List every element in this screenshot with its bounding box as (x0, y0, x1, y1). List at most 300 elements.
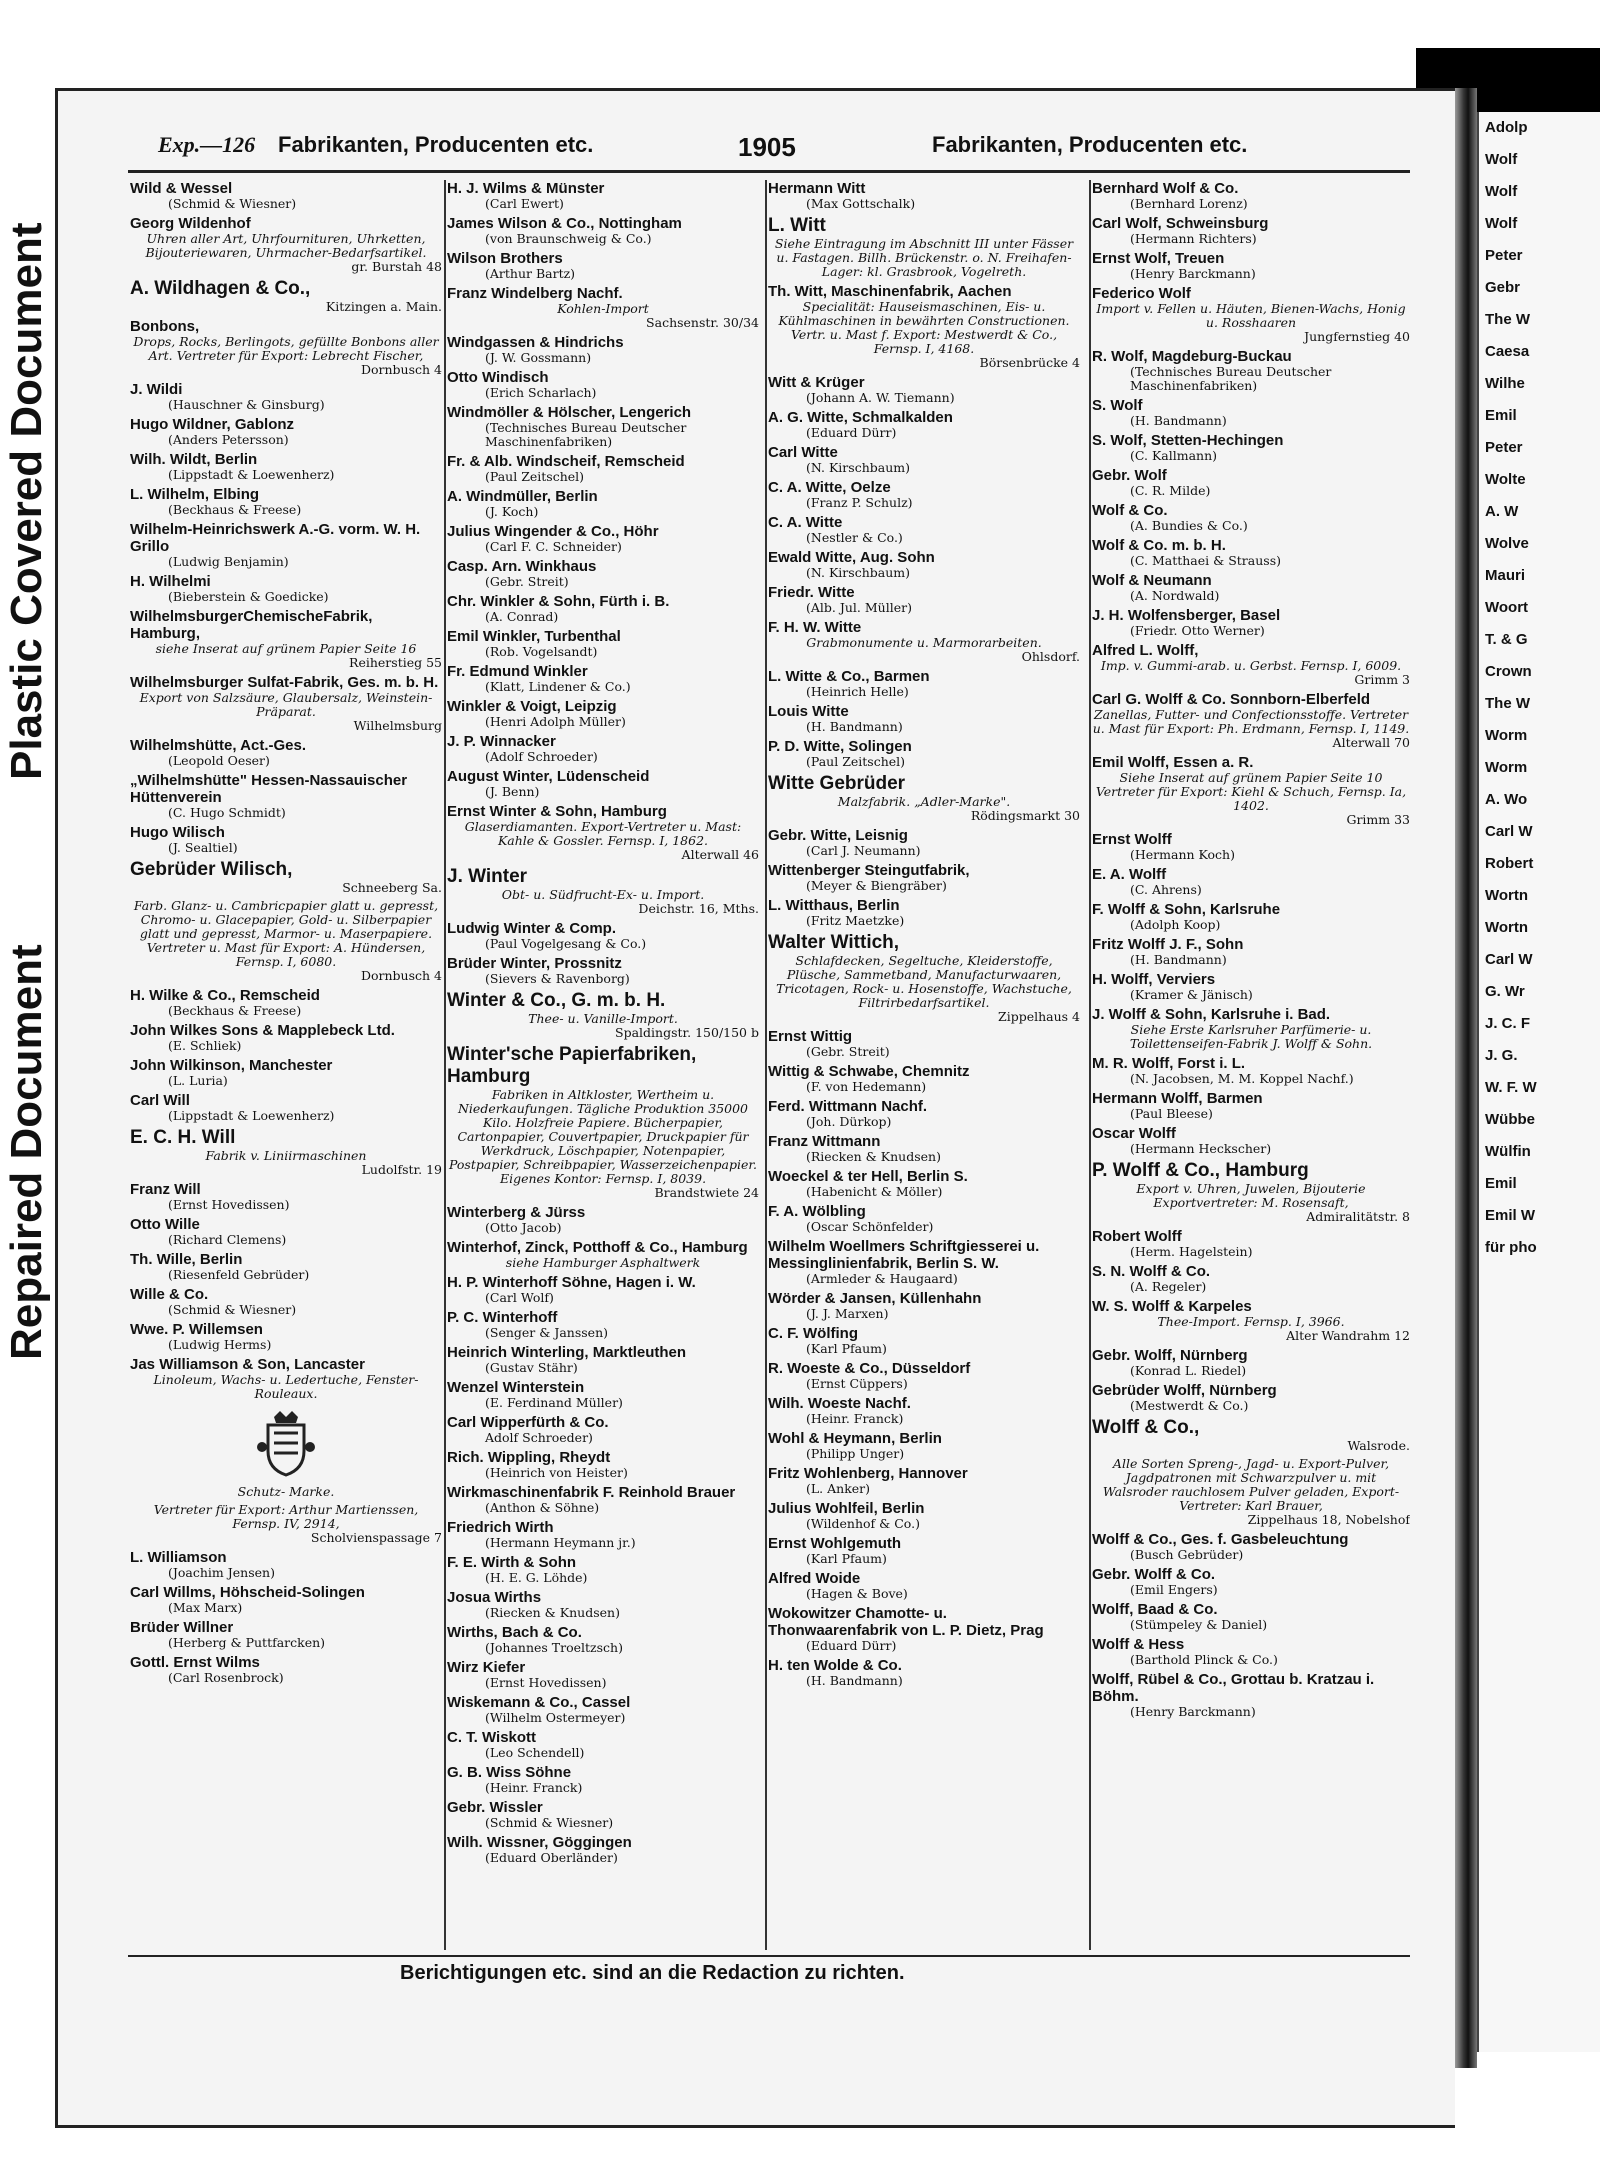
directory-entry (1092, 971, 1410, 1002)
company-name: L. Williamson (130, 1549, 227, 1566)
agent-name: (Sievers & Ravenborg) (485, 971, 630, 986)
directory-entry (130, 180, 442, 211)
agent-name: (Riesenfeld Gebrüder) (168, 1267, 310, 1282)
directory-entry (1092, 502, 1410, 533)
company-name: Hugo Wilisch (130, 824, 225, 841)
company-name: Alfred L. Wolff, (1092, 642, 1199, 659)
directory-entry (768, 619, 1080, 664)
company-name: P. D. Witte, Solingen (768, 738, 912, 755)
agent-name: (Gustav Stähr) (485, 1360, 578, 1375)
directory-entry (447, 1239, 759, 1270)
company-name: W. S. Wolff & Karpeles (1092, 1298, 1252, 1315)
agent-name: (Technisches Bureau Deutscher Maschinenfabriken) (485, 420, 687, 449)
company-name: E. C. H. Will (130, 1127, 236, 1148)
entry-address: Ludolfstr. 19 (361, 1162, 442, 1177)
directory-entry (130, 1654, 442, 1685)
agent-name: (Armleder & Haugaard) (806, 1271, 958, 1286)
agent-name: (Klatt, Lindener & Co.) (485, 679, 631, 694)
company-name: Carl Will (130, 1092, 190, 1109)
entry-address: Rödingsmarkt 30 (970, 808, 1080, 823)
directory-entry (130, 1407, 442, 1499)
agent-name: (Hermann Heymann jr.) (485, 1535, 636, 1550)
directory-entry (447, 1554, 759, 1585)
agent-name: (Carl J. Neumann) (806, 843, 921, 858)
company-name: Wolff & Co., (1092, 1417, 1200, 1438)
company-name: Th. Witt, Maschinenfabrik, Aachen (768, 283, 1012, 300)
facing-page-fragment: T. & G (1485, 631, 1528, 648)
company-name: J. Wolff & Sohn, Karlsruhe i. Bad. (1092, 1006, 1331, 1023)
directory-entry (1092, 1457, 1410, 1527)
facing-page-fragment: Peter (1485, 439, 1523, 456)
facing-page-fragment: Worm (1485, 759, 1528, 776)
agent-name: (C. R. Milde) (1130, 483, 1211, 498)
company-name: Jas Williamson & Son, Lancaster (130, 1356, 365, 1373)
directory-entry (447, 558, 759, 589)
entry-description: Schutz- Marke. (237, 1484, 335, 1499)
column-4 (1092, 180, 1410, 1950)
header-rule (128, 170, 1410, 173)
company-name: Casp. Arn. Winkhaus (447, 558, 597, 575)
directory-entry (130, 215, 442, 274)
directory-entry (130, 416, 442, 447)
directory-entry (768, 1168, 1080, 1199)
entry-address: Spaldingstr. 150/150 b (615, 1025, 759, 1040)
directory-entry (130, 1321, 442, 1352)
company-name: Wilson Brothers (447, 250, 563, 267)
company-name: Ernst Wolff (1092, 831, 1172, 848)
company-name: Fr. Edmund Winkler (447, 663, 588, 680)
entry-address: Admiralitätstr. 8 (1306, 1209, 1410, 1224)
company-name: Gebr. Wissler (447, 1799, 543, 1816)
company-name: Winterberg & Jürss (447, 1204, 586, 1221)
directory-entry (447, 453, 759, 484)
facing-page-fragment: Wolve (1485, 535, 1529, 552)
entry-description: Linoleum, Wachs- u. Ledertuche, Fenster-Rouleaux. (153, 1372, 419, 1401)
agent-name: (Lippstadt & Loewenherz) (168, 1108, 335, 1123)
company-name: Julius Wingender & Co., Höhr (447, 523, 659, 540)
company-name: Windmöller & Hölscher, Lengerich (447, 404, 692, 421)
agent-name: (Carl F. C. Schneider) (485, 539, 622, 554)
agent-name: (Heinrich Helle) (806, 684, 909, 699)
agent-name: (Emil Engers) (1130, 1582, 1218, 1597)
company-name: Josua Wirths (447, 1589, 542, 1606)
company-name: Hermann Witt (768, 180, 866, 197)
company-name: Gebr. Wolf (1092, 467, 1167, 484)
directory-entry (447, 1204, 759, 1235)
company-name: Ernst Winter & Sohn, Hamburg (447, 803, 667, 820)
agent-name: Adolf Schroeder) (485, 1430, 593, 1445)
directory-entry (447, 1799, 759, 1830)
company-name: F. Wolff & Sohn, Karlsruhe (1092, 901, 1281, 918)
agent-name: (Max Gottschalk) (806, 196, 916, 211)
directory-entry (447, 1274, 759, 1305)
directory-entry (447, 1834, 759, 1865)
company-name: Wolf & Neumann (1092, 572, 1212, 589)
company-name: C. T. Wiskott (447, 1729, 537, 1746)
entry-address: Grimm 33 (1346, 812, 1410, 827)
company-name: Oscar Wolff (1092, 1125, 1176, 1142)
column-divider (765, 180, 767, 1950)
company-name: Winkler & Voigt, Leipzig (447, 698, 617, 715)
company-name: August Winter, Lüdenscheid (447, 768, 650, 785)
agent-name: (Friedr. Otto Werner) (1130, 623, 1265, 638)
entry-description: Imp. v. Gummi-arab. u. Gerbst. Fernsp. I, 6009. (1100, 658, 1402, 673)
company-name: Otto Wille (130, 1216, 200, 1233)
agent-name: (Arthur Bartz) (485, 266, 576, 281)
company-name: Carl G. Wolff & Co. Sonnborn-Elberfeld (1092, 691, 1371, 708)
directory-entry (447, 1519, 759, 1550)
agent-name: (J. W. Gossmann) (485, 350, 592, 365)
company-name: H. Wilke & Co., Remscheid (130, 987, 320, 1004)
agent-name: (Nestler & Co.) (806, 530, 903, 545)
entry-description: Malzfabrik. „Adler-Marke". (837, 794, 1011, 809)
directory-entry (447, 1694, 759, 1725)
directory-entry (447, 698, 759, 729)
entry-description: Fabriken in Altkloster, Wertheim u. Niederkaufungen. Tägliche Produktion 35000 Kilo. Holzfreie Papiere. Bücherpapier, Cartonpapier, Couvertpapier, Druckpapier für Werkdruck, Löschpapier, Notenpapier, Postpapier, Schreibpapier, Wasserzeichenpapier. Eigenes Kontor: Fernsp. I, 8039. (449, 1087, 757, 1186)
agent-name: (Carl Rosenbrock) (168, 1670, 284, 1685)
agent-name: (Habenicht & Möller) (806, 1184, 943, 1199)
agent-name: (Franz P. Schulz) (806, 495, 913, 510)
company-name: R. Woeste & Co., Düsseldorf (768, 1360, 971, 1377)
facing-page-fragment: Gebr (1485, 279, 1521, 296)
company-name: G. B. Wiss Söhne (447, 1764, 572, 1781)
facing-page-fragment: Emil W (1485, 1207, 1536, 1224)
company-name: Wolff & Hess (1092, 1636, 1185, 1653)
entry-address: gr. Burstah 48 (351, 259, 442, 274)
directory-entry (1092, 1125, 1410, 1156)
directory-entry (447, 369, 759, 400)
company-name: P. Wolff & Co., Hamburg (1092, 1160, 1309, 1181)
company-name: Emil Wolff, Essen a. R. (1092, 754, 1254, 771)
company-name: Bernhard Wolf & Co. (1092, 180, 1239, 197)
company-name: Ferd. Wittmann Nachf. (768, 1098, 928, 1115)
directory-entry (130, 1181, 442, 1212)
facing-page-fragment: Carl W (1485, 823, 1533, 840)
entry-description: Siehe Inserat auf grünem Papier Seite 10 Vertreter für Export: Kiehl & Schuch, Fernsp. Ia, 1402. (1095, 770, 1407, 813)
directory-entry (768, 1290, 1080, 1321)
directory-entry (768, 1570, 1080, 1601)
agent-name: (A. Nordwald) (1130, 588, 1220, 603)
agent-name: (Carl Ewert) (485, 196, 564, 211)
entry-description: Siehe Eintragung im Abschnitt III unter Fässer u. Fastagen. Billh. Brückenstr. o. N. Freihafen-Lager: kl. Grasbrook, Vogelreth. (774, 236, 1074, 279)
company-name: Fr. & Alb. Windscheif, Remscheid (447, 453, 685, 470)
directory-entry (130, 278, 442, 314)
agent-name: (Schmid & Wiesner) (168, 196, 297, 211)
agent-name: (Paul Vogelgesang & Co.) (485, 936, 647, 951)
directory-entry (1092, 866, 1410, 897)
agent-name: (Mestwerdt & Co.) (1130, 1398, 1249, 1413)
agent-name: (Gebr. Streit) (806, 1044, 890, 1059)
agent-name: (Beckhaus & Freese) (168, 502, 302, 517)
directory-entry (447, 1449, 759, 1480)
directory-entry (768, 1098, 1080, 1129)
company-name: R. Wolf, Magdeburg-Buckau (1092, 348, 1292, 365)
entry-description: Import v. Fellen u. Häuten, Bienen-Wachs, Honig u. Rosshaaren (1096, 301, 1406, 330)
agent-name: (von Braunschweig & Co.) (485, 231, 652, 246)
agent-name: (Technisches Bureau Deutscher Maschinenfabriken) (1130, 364, 1332, 393)
directory-entry (768, 862, 1080, 893)
header-right-title: Fabrikanten, Producenten etc. (932, 132, 1248, 157)
company-name: Ludwig Winter & Comp. (447, 920, 617, 937)
directory-entry (1092, 1160, 1410, 1224)
directory-entry (447, 250, 759, 281)
directory-entry (1092, 1636, 1410, 1667)
directory-entry (447, 733, 759, 764)
agent-name: (A. Bundies & Co.) (1130, 518, 1248, 533)
entry-address: Ohlsdorf. (1021, 649, 1080, 664)
directory-entry (1092, 1263, 1410, 1294)
agent-name: (A. Regeler) (1130, 1279, 1207, 1294)
entry-address: Deichstr. 16, Mths. (638, 901, 759, 916)
directory-entry (130, 1503, 442, 1545)
directory-entry (447, 628, 759, 659)
company-name: Walter Wittich, (768, 932, 900, 953)
agent-name: (Paul Zeitschel) (485, 469, 585, 484)
directory-entry (447, 990, 759, 1040)
company-name: John Wilkes Sons & Mapplebeck Ltd. (130, 1022, 395, 1039)
agent-name: (Schmid & Wiesner) (168, 1302, 297, 1317)
company-name: James Wilson & Co., Nottingham (447, 215, 682, 232)
column-3 (768, 180, 1080, 1950)
directory-entry (1092, 642, 1410, 687)
company-name: A. G. Witte, Schmalkalden (768, 409, 953, 426)
agent-name: (H. Bandmann) (806, 1673, 903, 1688)
column-divider (1089, 180, 1091, 1950)
facing-page-fragment: Wülfin (1485, 1143, 1531, 1160)
entry-address: Alter Wandrahm 12 (1286, 1328, 1410, 1343)
facing-page-fragment: J. C. F (1485, 1015, 1531, 1032)
entry-address: Kitzingen a. Main. (325, 299, 442, 314)
company-name: Hermann Wolff, Barmen (1092, 1090, 1263, 1107)
company-name: J. H. Wolfensberger, Basel (1092, 607, 1281, 624)
agent-name: (H. Bandmann) (806, 719, 903, 734)
agent-name: (Henry Barckmann) (1130, 266, 1256, 281)
directory-entry (447, 1484, 759, 1515)
directory-entry (447, 1379, 759, 1410)
company-name: Alfred Woide (768, 1570, 861, 1587)
company-name: Franz Windelberg Nachf. (447, 285, 623, 302)
company-name: Franz Will (130, 1181, 201, 1198)
directory-entry (1092, 180, 1410, 211)
company-name: J. Wildi (130, 381, 183, 398)
agent-name: (Eduard Oberländer) (485, 1850, 618, 1865)
company-name: Wilh. Wissner, Göggingen (447, 1834, 632, 1851)
directory-entry (447, 1624, 759, 1655)
agent-name: (Heinr. Franck) (485, 1780, 583, 1795)
company-name: Gottl. Ernst Wilms (130, 1654, 260, 1671)
agent-name: (H. Bandmann) (1130, 952, 1227, 967)
directory-entry (768, 1535, 1080, 1566)
directory-entry (768, 1360, 1080, 1391)
facing-page-fragment: Mauri (1485, 567, 1526, 584)
directory-entry (1092, 1006, 1410, 1051)
banner-plastic: Plastic Covered Document (2, 222, 51, 780)
company-name: A. Windmüller, Berlin (447, 488, 598, 505)
facing-page (1477, 112, 1600, 2052)
directory-entry (1092, 1298, 1410, 1343)
entry-description: Export v. Uhren, Juwelen, Bijouterie Exportvertreter: M. Rosensaft, (1136, 1181, 1366, 1210)
facing-page-fragment: Wilhe (1485, 375, 1525, 392)
facing-page-fragment: Wolf (1485, 151, 1518, 168)
company-name: Carl Witte (768, 444, 838, 461)
entry-address: Alterwall 46 (681, 847, 759, 862)
entry-description: Drops, Rocks, Berlingots, gefüllte Bonbons aller Art. Vertreter für Export: Lebrecht Fischer, (133, 334, 439, 363)
agent-name: (Wildenhof & Co.) (806, 1516, 920, 1531)
company-name: Ernst Wolf, Treuen (1092, 250, 1225, 267)
trademark-crest-icon (256, 1407, 316, 1479)
agent-name: (Barthold Plinck & Co.) (1130, 1652, 1278, 1667)
company-name: Julius Wohlfeil, Berlin (768, 1500, 925, 1517)
entry-description: Uhren aller Art, Uhrfournituren, Uhrketten, Bijouteriewaren, Uhrmacher-Bedarfsartikel. (145, 231, 427, 260)
directory-entry (447, 803, 759, 862)
directory-entry (1092, 691, 1410, 750)
company-name: L. Witt (768, 215, 826, 236)
agent-name: (C. Kallmann) (1130, 448, 1218, 463)
company-name: Gebr. Wolff & Co. (1092, 1566, 1216, 1583)
agent-name: (Meyer & Biengräber) (806, 878, 947, 893)
agent-name: (Hermann Heckscher) (1130, 1141, 1272, 1156)
directory-entry (768, 703, 1080, 734)
agent-name: (Wilhelm Ostermeyer) (485, 1710, 626, 1725)
agent-name: (Adolph Koop) (1130, 917, 1221, 932)
company-name: Wild & Wessel (130, 180, 233, 197)
directory-entry (447, 215, 759, 246)
company-name: H. J. Wilms & Münster (447, 180, 605, 197)
agent-name: (L. Luria) (168, 1073, 228, 1088)
company-name: Georg Wildenhof (130, 215, 251, 232)
company-name: Bonbons, (130, 318, 200, 335)
agent-name: (Riecken & Knudsen) (806, 1149, 941, 1164)
directory-entry (130, 987, 442, 1018)
agent-name: (J. Sealtiel) (168, 840, 238, 855)
directory-entry (768, 1605, 1080, 1653)
facing-page-fragment: Emil (1485, 407, 1517, 424)
agent-name: (Eduard Dürr) (806, 1638, 897, 1653)
directory-entry (447, 404, 759, 449)
directory-entry (130, 318, 442, 377)
company-name: Hugo Wildner, Gablonz (130, 416, 295, 433)
directory-entry (1092, 285, 1410, 344)
directory-entry (1092, 1382, 1410, 1413)
agent-name: (J. Koch) (485, 504, 539, 519)
company-name: John Wilkinson, Manchester (130, 1057, 333, 1074)
company-name: Wenzel Winterstein (447, 1379, 585, 1396)
company-name: J. P. Winnacker (447, 733, 556, 750)
directory-entry (768, 668, 1080, 699)
agent-name: (Leo Schendell) (485, 1745, 585, 1760)
agent-name: (Ernst Hovedissen) (168, 1197, 290, 1212)
directory-entry (1092, 537, 1410, 568)
company-name: Th. Wille, Berlin (130, 1251, 243, 1268)
facing-page-fragment: G. Wr (1485, 983, 1525, 1000)
agent-name: (Kramer & Jänisch) (1130, 987, 1253, 1002)
directory-entry (447, 663, 759, 694)
agent-name: (Henri Adolph Müller) (485, 714, 626, 729)
directory-entry (768, 180, 1080, 211)
facing-page-fragment: Wolf (1485, 215, 1518, 232)
facing-page-fragment: J. G. (1485, 1047, 1518, 1064)
directory-entry (130, 573, 442, 604)
page-header (100, 132, 1400, 166)
company-name: Wittig & Schwabe, Chemnitz (768, 1063, 970, 1080)
directory-entry (1092, 901, 1410, 932)
company-name: Louis Witte (768, 703, 849, 720)
directory-entry (130, 824, 442, 855)
directory-entry (130, 899, 442, 983)
company-name: Witte Gebrüder (768, 773, 906, 794)
directory-entry (447, 955, 759, 986)
directory-entry (768, 549, 1080, 580)
directory-entry (130, 451, 442, 482)
column-1 (130, 180, 442, 1950)
company-name: Ernst Wohlgemuth (768, 1535, 902, 1552)
company-name: Brüder Winter, Prossnitz (447, 955, 622, 972)
company-name: Otto Windisch (447, 369, 549, 386)
directory-entry (768, 1500, 1080, 1531)
directory-entry (1092, 1671, 1410, 1719)
directory-entry (768, 374, 1080, 405)
directory-entry (1092, 1531, 1410, 1562)
company-name: Carl Wipperfürth & Co. (447, 1414, 609, 1431)
entry-address: Grimm 3 (1354, 672, 1410, 687)
entry-description: Fabrik v. Liniirmaschinen (205, 1148, 367, 1163)
agent-name: (Senger & Janssen) (485, 1325, 609, 1340)
page-number: Exp.—126 (158, 132, 256, 157)
agent-name: (Busch Gebrüder) (1130, 1547, 1244, 1562)
agent-name: (Hermann Koch) (1130, 847, 1235, 862)
agent-name: (Herberg & Puttfarcken) (168, 1635, 326, 1650)
agent-name: (Schmid & Wiesner) (485, 1815, 614, 1830)
agent-name: (Fritz Maetzke) (806, 913, 905, 928)
directory-entry (1092, 1090, 1410, 1121)
company-name: A. Wildhagen & Co., (130, 278, 311, 299)
agent-name: (Oscar Schönfelder) (806, 1219, 934, 1234)
company-name: Chr. Winkler & Sohn, Fürth i. B. (447, 593, 670, 610)
company-name: Witt & Krüger (768, 374, 865, 391)
directory-entry (447, 768, 759, 799)
directory-entry (1092, 215, 1410, 246)
directory-entry (1092, 1417, 1410, 1453)
directory-entry (447, 488, 759, 519)
directory-entry (768, 1028, 1080, 1059)
agent-name: (H. E. G. Löhde) (485, 1570, 588, 1585)
directory-entry (1092, 1347, 1410, 1378)
directory-entry (1092, 397, 1410, 428)
company-name: Gebr. Wolff, Nürnberg (1092, 1347, 1248, 1364)
company-name: Wittenberger Steingutfabrik, (768, 862, 970, 879)
directory-entry (447, 1659, 759, 1690)
company-name: Wilhelmshütte, Act.-Ges. (130, 737, 307, 754)
directory-entry (447, 180, 759, 211)
directory-entry (1092, 572, 1410, 603)
agent-name: (Philipp Unger) (806, 1446, 905, 1461)
directory-entry (768, 773, 1080, 823)
facing-page-fragment: Emil (1485, 1175, 1517, 1192)
directory-entry (130, 521, 442, 569)
facing-page-fragment: Worm (1485, 727, 1528, 744)
company-name: Wirz Kiefer (447, 1659, 526, 1676)
agent-name: (J. Benn) (485, 784, 540, 799)
entry-address: Sachsenstr. 30/34 (646, 315, 759, 330)
directory-entry (130, 772, 442, 820)
company-name: S. Wolf, Stetten-Hechingen (1092, 432, 1284, 449)
facing-page-fragment: Wortn (1485, 919, 1529, 936)
agent-name: (F. von Hedemann) (806, 1079, 927, 1094)
entry-address: Scholvienspassage 7 (310, 1530, 442, 1545)
entry-description: Alle Sorten Spreng-, Jagd- u. Export-Pulver, Jagdpatronen mit Schwarzpulver u. mit Walsroder rauchlosem Pulver geladen, Export-Vertreter: Karl Brauer, (1102, 1456, 1400, 1513)
agent-name: (N. Jacobsen, M. M. Koppel Nachf.) (1130, 1071, 1354, 1086)
directory-entry (130, 859, 442, 895)
